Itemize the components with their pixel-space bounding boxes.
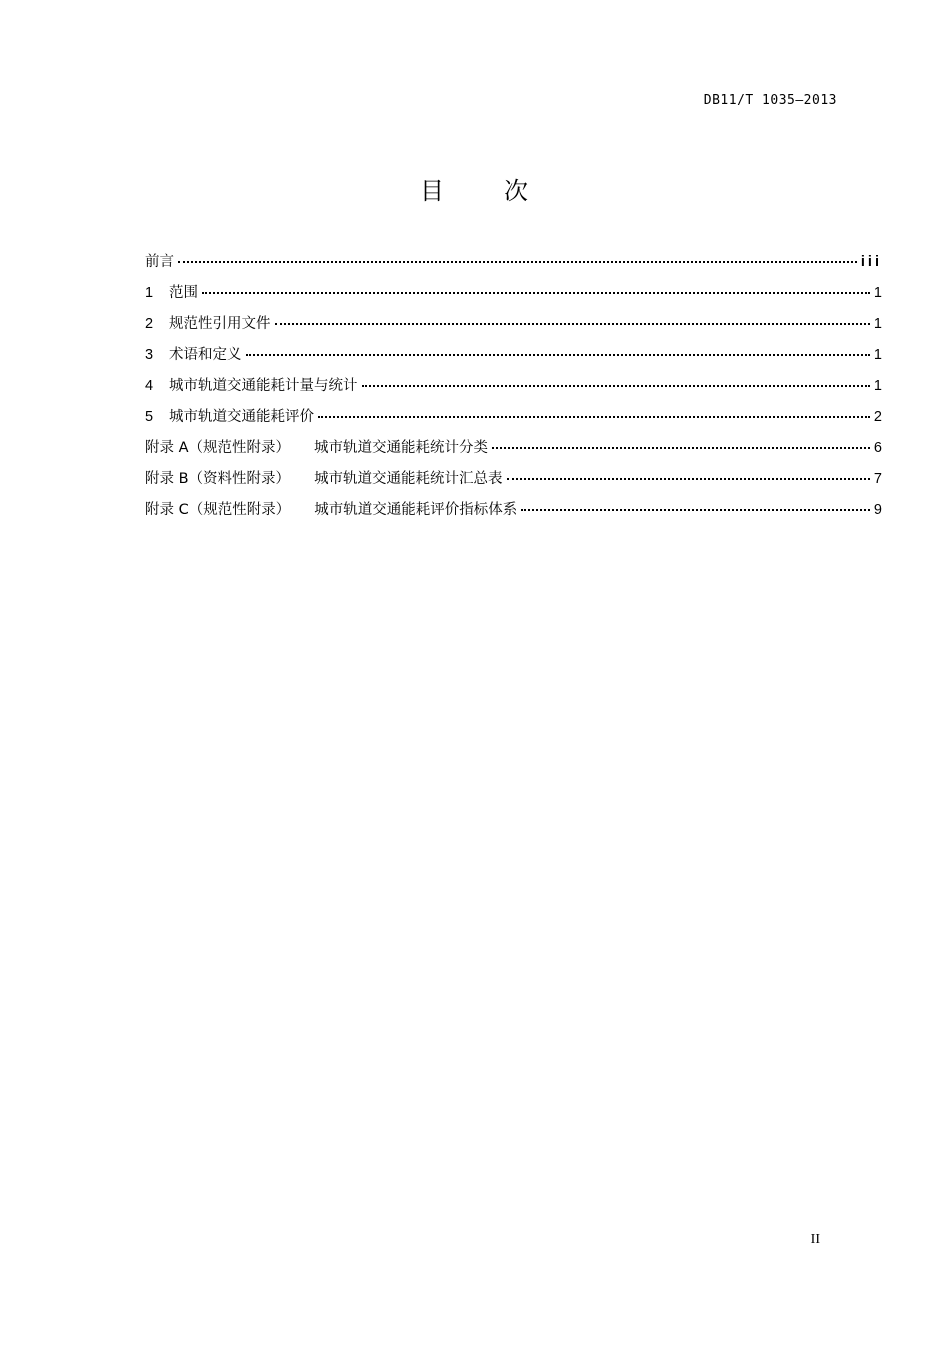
toc-leader-dots <box>246 354 870 356</box>
toc-entry-number: 5 <box>145 409 154 425</box>
toc-entry-page: 2 <box>873 409 882 425</box>
toc-entry-page: 7 <box>873 471 882 487</box>
toc-entry-page: 6 <box>873 440 882 456</box>
page-number: II <box>810 1232 820 1247</box>
toc-entry-label <box>145 436 488 457</box>
toc-entry-page: 1 <box>873 347 882 363</box>
toc-entry-terms-definitions[interactable] <box>145 343 882 374</box>
toc-appendix-title: 城市轨道交通能耗统计分类 <box>314 440 489 456</box>
toc-leader-dots <box>275 323 870 325</box>
toc-title <box>0 171 950 206</box>
toc-entry-label: 前言 <box>145 254 174 270</box>
toc-entry-appendix-c[interactable] <box>145 498 882 529</box>
toc-appendix-prefix: 附录 C（规范性附录） <box>145 502 291 518</box>
toc-entry-number: 4 <box>145 378 154 394</box>
toc-entry-evaluation[interactable] <box>145 405 882 436</box>
toc-title-char-1: 目 <box>420 177 446 205</box>
toc-entry-appendix-b[interactable] <box>145 467 882 498</box>
toc-entry-page: iii <box>860 254 882 270</box>
toc-appendix-title: 城市轨道交通能耗评价指标体系 <box>314 502 518 518</box>
toc-entry-label: 城市轨道交通能耗评价 <box>169 409 314 425</box>
toc-entry-metering-statistics[interactable] <box>145 374 882 405</box>
document-code: DB11/T 1035—2013 <box>703 93 837 108</box>
toc-entry-number: 3 <box>145 347 154 363</box>
toc-leader-dots <box>507 478 870 480</box>
toc-entry-appendix-a[interactable] <box>145 436 882 467</box>
toc-entry-label: 范围 <box>169 285 198 301</box>
toc-leader-dots <box>521 509 870 511</box>
toc-entry-number: 1 <box>145 285 154 301</box>
toc-leader-dots <box>492 447 870 449</box>
toc-entry-page: 1 <box>873 378 882 394</box>
toc-leader-dots <box>202 292 870 294</box>
toc-entry-foreword[interactable] <box>145 250 882 281</box>
toc-entry-page: 9 <box>873 502 882 518</box>
toc-entry-label <box>145 467 503 488</box>
toc-entry-normative-references[interactable] <box>145 312 882 343</box>
toc-entry-page: 1 <box>873 285 882 301</box>
toc-entry-label <box>145 498 517 519</box>
toc-entry-label: 规范性引用文件 <box>169 316 271 332</box>
toc-entry-page: 1 <box>873 316 882 332</box>
toc-leader-dots <box>318 416 870 418</box>
toc-leader-dots <box>362 385 870 387</box>
toc-appendix-title: 城市轨道交通能耗统计汇总表 <box>314 471 503 487</box>
toc-entry-label: 术语和定义 <box>169 347 242 363</box>
toc-appendix-prefix: 附录 A（规范性附录） <box>145 440 291 456</box>
toc-entry-number: 2 <box>145 316 154 332</box>
toc-appendix-prefix: 附录 B（资料性附录） <box>145 471 291 487</box>
toc-entry-scope[interactable] <box>145 281 882 312</box>
toc-title-char-2: 次 <box>504 177 530 205</box>
table-of-contents <box>145 250 882 529</box>
toc-leader-dots <box>178 261 857 263</box>
toc-entry-label: 城市轨道交通能耗计量与统计 <box>169 378 358 394</box>
